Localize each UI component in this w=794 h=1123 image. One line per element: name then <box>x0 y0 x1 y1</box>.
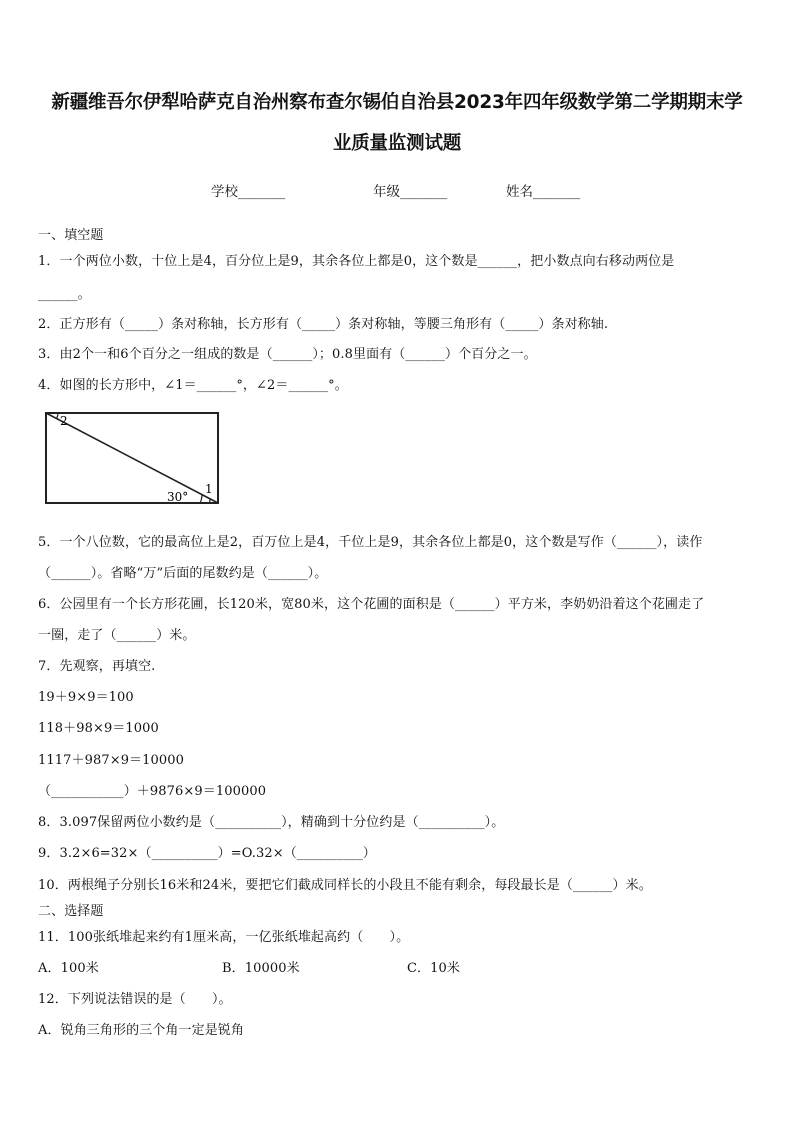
name-label: 姓名 <box>506 184 533 200</box>
name-field <box>506 180 580 200</box>
section-heading-choice: 二、选择题 <box>38 904 104 919</box>
exam-title-line-2: 业质量监测试题 <box>332 133 462 154</box>
question-7-row-2: 118＋98×9＝1000 <box>38 721 159 736</box>
question-4: 4．如图的长方形中，∠1＝______°，∠2＝______°。 <box>38 378 348 393</box>
question-10: 10．两根绳子分别长16米和24米，要把它们截成同样长的小段且不能有剩余，每段最长是（______）米。 <box>38 878 652 893</box>
exam-title-line-1: 新疆维吾尔伊犁哈萨克自治州察布查尔锡伯自治县2023年四年级数学第二学期期末学 <box>51 92 743 113</box>
angle-2-label: 2 <box>60 414 68 428</box>
question-9: 9．3.2×6=32×（__________）=O.32×（__________） <box>38 846 376 861</box>
name-blank: _______ <box>533 184 581 200</box>
grade-blank: _______ <box>400 184 448 200</box>
question-11: 11．100张纸堆起来约有1厘米高，一亿张纸堆起高约（ ）。 <box>38 930 410 945</box>
question-2: 2．正方形有（_____）条对称轴，长方形有（_____）条对称轴，等腰三角形有（_____）条对称轴. <box>38 317 609 332</box>
question-6-line-2: 一圈，走了（______）米。 <box>38 628 196 643</box>
question-8: 8．3.097保留两位小数约是（__________），精确到十分位约是（__________）。 <box>38 815 505 830</box>
question-7-row-4: （___________）＋9876×9＝100000 <box>38 784 267 799</box>
question-7-row-1: 19＋9×9＝100 <box>38 690 134 705</box>
diagonal-line <box>46 413 218 503</box>
angle-30-label: 30° <box>167 490 189 504</box>
section-heading-fill-in: 一、填空题 <box>38 228 104 243</box>
school-field <box>211 180 285 200</box>
school-label: 学校 <box>211 184 238 200</box>
school-blank: _______ <box>238 184 286 200</box>
question-7-row-3: 1117＋987×9＝10000 <box>38 753 185 768</box>
question-12-option-a: A．锐角三角形的三个角一定是锐角 <box>38 1023 244 1038</box>
question-11-option-c: C．10米 <box>407 961 460 976</box>
question-6-line-1: 6．公园里有一个长方形花圃，长120米，宽80米，这个花圃的面积是（______）平方米，李奶奶沿着这个花圃走了 <box>38 597 705 612</box>
grade-field <box>373 180 447 200</box>
rectangle-angle-figure <box>42 410 222 506</box>
question-12: 12．下列说法错误的是（ ）。 <box>38 992 232 1007</box>
angle-1-label: 1 <box>205 482 213 496</box>
angle-30-arc <box>200 495 202 503</box>
question-5-line-1: 5．一个八位数，它的最高位上是2，百万位上是4，千位上是9，其余各位上都是0，这个数是写作（______），读作 <box>38 535 703 550</box>
question-3: 3．由2个一和6个百分之一组成的数是（______）；0.8里面有（______）个百分之一。 <box>38 347 537 362</box>
question-7: 7．先观察，再填空. <box>38 659 156 674</box>
question-1-line-1: 1．一个两位小数，十位上是4，百分位上是9，其余各位上都是0，这个数是______，把小数点向右移动两位是 <box>38 254 675 269</box>
question-11-option-b: B．10000米 <box>222 961 300 976</box>
question-5-line-2: （______）。省略“万”后面的尾数约是（______）。 <box>38 566 328 581</box>
question-1-line-2: ______。 <box>38 287 91 302</box>
grade-label: 年级 <box>373 184 400 200</box>
question-11-option-a: A．100米 <box>38 961 99 976</box>
